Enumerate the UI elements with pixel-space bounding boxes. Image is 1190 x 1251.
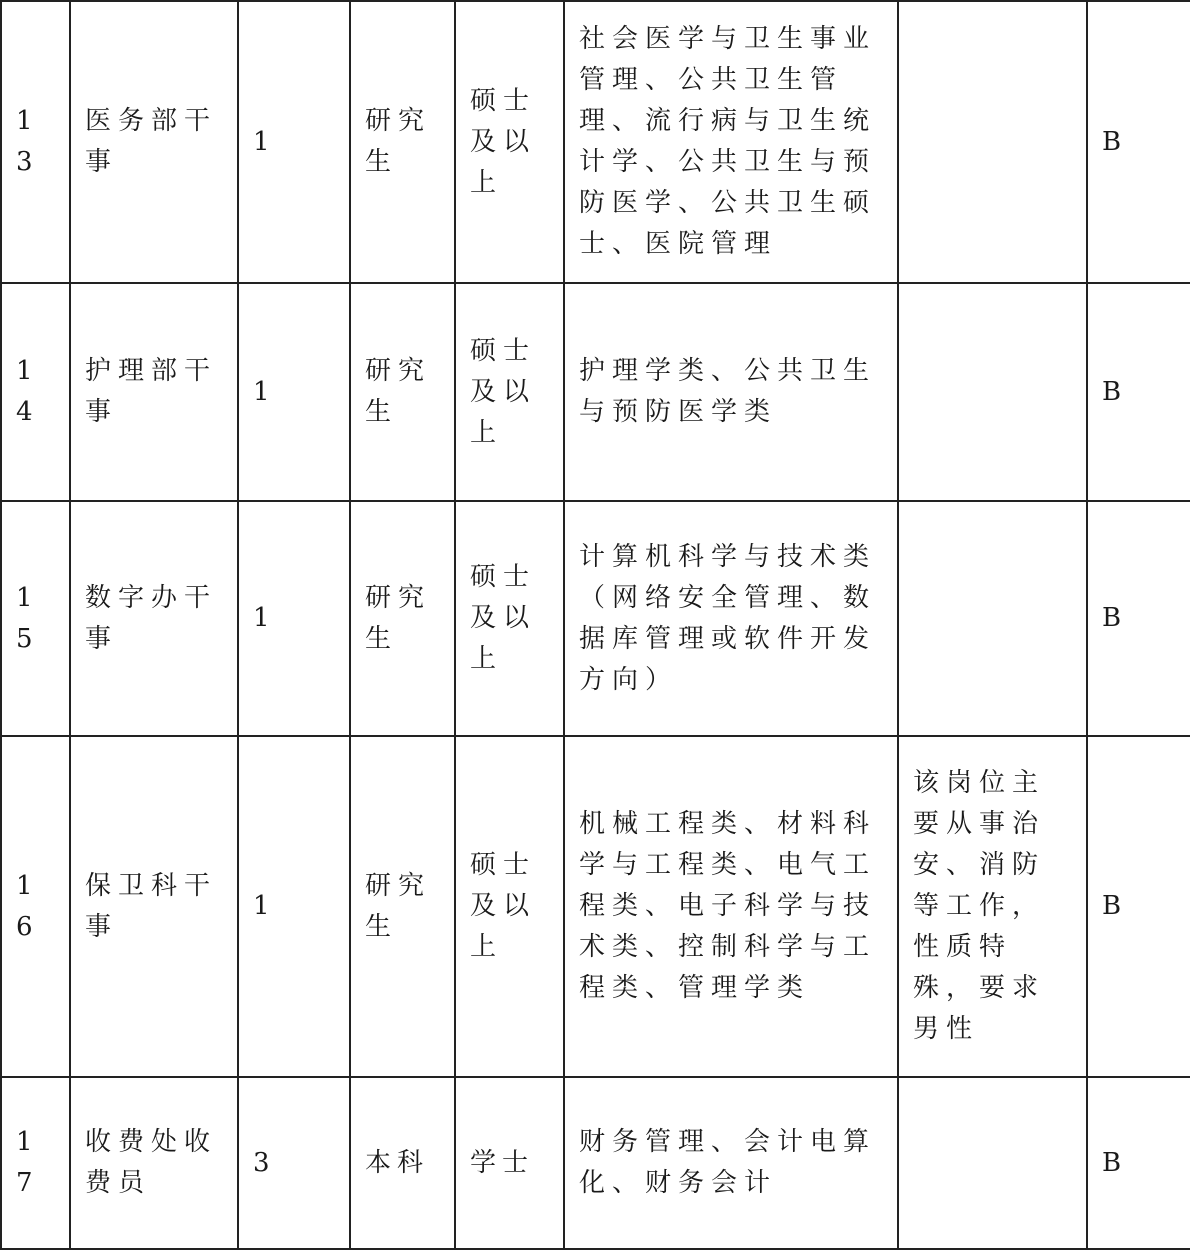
other-requirement bbox=[898, 501, 1087, 736]
row-number: 14 bbox=[1, 283, 70, 501]
hire-count: 1 bbox=[238, 736, 350, 1077]
education-level: 研究生 bbox=[350, 736, 455, 1077]
post-grade: B bbox=[1087, 501, 1190, 736]
row-number: 16 bbox=[1, 736, 70, 1077]
major-requirement: 财务管理、会计电算化、财务会计 bbox=[564, 1077, 898, 1249]
table-row bbox=[1, 736, 1190, 1077]
table-row bbox=[1, 1077, 1190, 1249]
other-requirement: 该岗位主要从事治安、消防等工作，性质特殊，要求男性 bbox=[898, 736, 1087, 1077]
post-name: 保卫科干事 bbox=[70, 736, 238, 1077]
major-requirement: 社会医学与卫生事业管理、公共卫生管理、流行病与卫生统计学、公共卫生与预防医学、公共卫生硕士、医院管理 bbox=[564, 1, 898, 283]
degree-requirement: 硕士及以上 bbox=[455, 501, 564, 736]
degree-requirement: 硕士及以上 bbox=[455, 1, 564, 283]
education-level: 研究生 bbox=[350, 283, 455, 501]
other-requirement bbox=[898, 1077, 1087, 1249]
education-level: 研究生 bbox=[350, 501, 455, 736]
post-grade: B bbox=[1087, 736, 1190, 1077]
education-level: 研究生 bbox=[350, 1, 455, 283]
table-row bbox=[1, 1, 1190, 283]
hire-count: 3 bbox=[238, 1077, 350, 1249]
degree-requirement: 学士 bbox=[455, 1077, 564, 1249]
row-number: 15 bbox=[1, 501, 70, 736]
row-number: 13 bbox=[1, 1, 70, 283]
row-number: 17 bbox=[1, 1077, 70, 1249]
hire-count: 1 bbox=[238, 283, 350, 501]
degree-requirement: 硕士及以上 bbox=[455, 283, 564, 501]
table-row bbox=[1, 283, 1190, 501]
other-requirement bbox=[898, 283, 1087, 501]
hire-count: 1 bbox=[238, 501, 350, 736]
post-name: 收费处收费员 bbox=[70, 1077, 238, 1249]
hire-count: 1 bbox=[238, 1, 350, 283]
table-row bbox=[1, 501, 1190, 736]
post-grade: B bbox=[1087, 283, 1190, 501]
major-requirement: 计算机科学与技术类（网络安全管理、数据库管理或软件开发方向） bbox=[564, 501, 898, 736]
major-requirement: 护理学类、公共卫生与预防医学类 bbox=[564, 283, 898, 501]
post-grade: B bbox=[1087, 1077, 1190, 1249]
other-requirement bbox=[898, 1, 1087, 283]
post-name: 护理部干事 bbox=[70, 283, 238, 501]
education-level: 本科 bbox=[350, 1077, 455, 1249]
post-name: 医务部干事 bbox=[70, 1, 238, 283]
post-name: 数字办干事 bbox=[70, 501, 238, 736]
major-requirement: 机械工程类、材料科学与工程类、电气工程类、电子科学与技术类、控制科学与工程类、管理学类 bbox=[564, 736, 898, 1077]
post-grade: B bbox=[1087, 1, 1190, 283]
degree-requirement: 硕士及以上 bbox=[455, 736, 564, 1077]
